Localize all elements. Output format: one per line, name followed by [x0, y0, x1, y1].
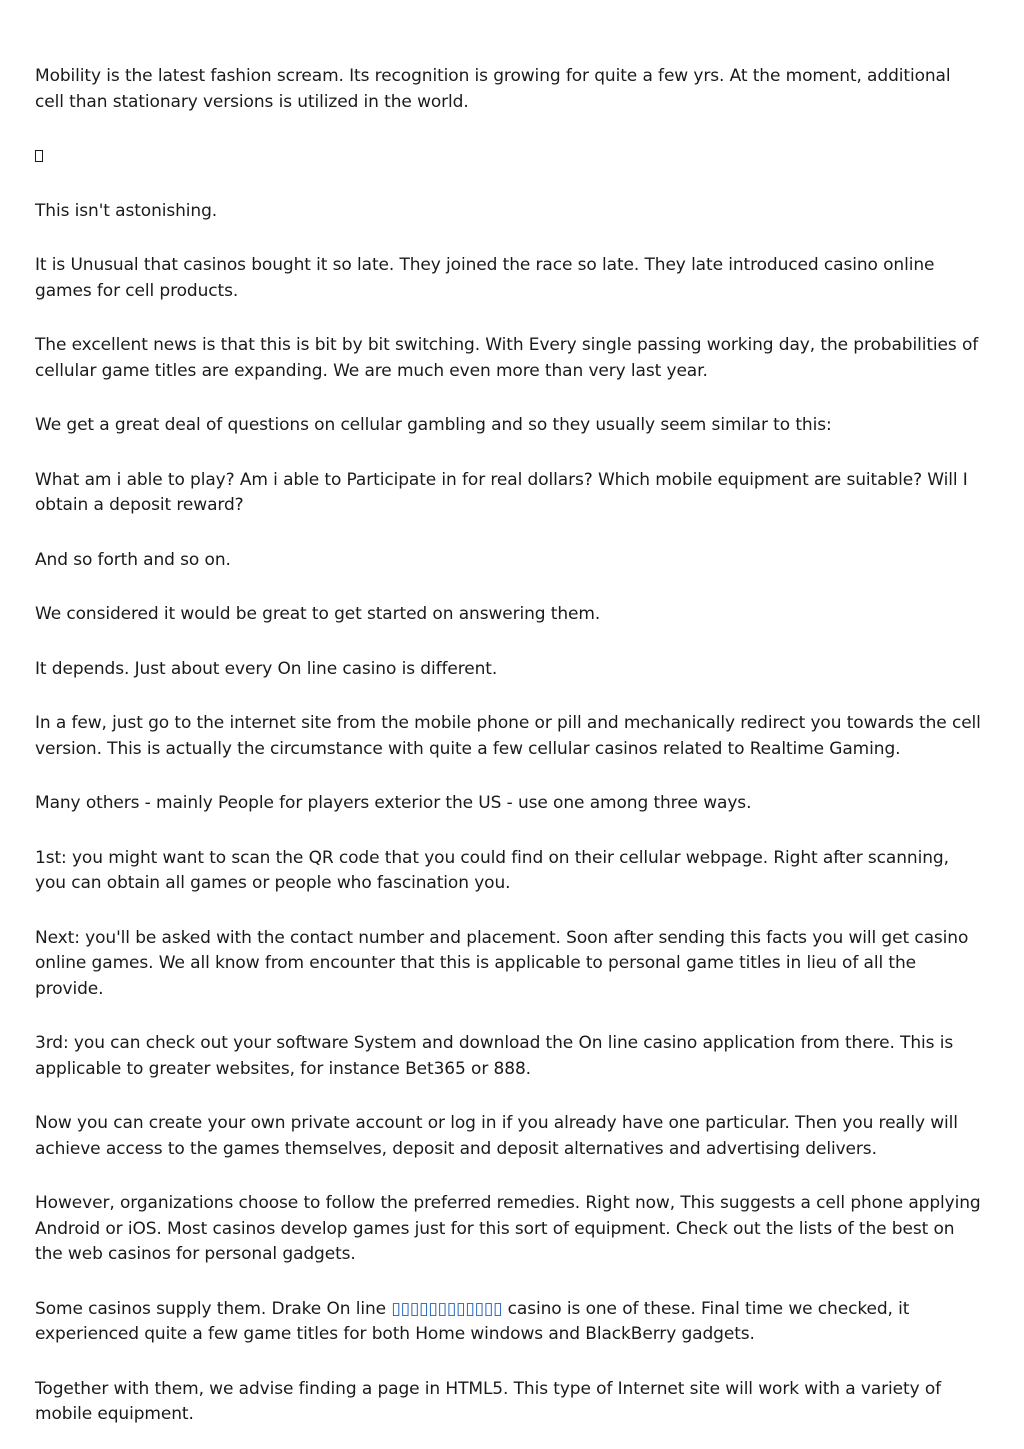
paragraph: Together with them, we advise finding a page in HTML5. This type of Internet site will work with a variety of mobile equipment.	[35, 1378, 942, 1424]
paragraph-with-link	[35, 1297, 984, 1348]
paragraph: It depends. Just about every On line casino is different.	[35, 658, 498, 679]
casino-link[interactable]: ▯▯▯▯▯▯▯▯▯▯▯▯	[391, 1298, 503, 1319]
paragraph: What am i able to play? Am i able to Participate in for real dollars? Which mobile equipment are suitable? Will I obtain a deposit reward?	[35, 469, 968, 515]
paragraph: Many others - mainly People for players exterior the US - use one among three ways.	[35, 793, 752, 813]
paragraph-glyph	[35, 144, 984, 170]
paragraph: 1st: you might want to scan the QR code that you could find on their cellular webpage. Right after scanning, you can obtain all games or people who fascination you.	[35, 847, 949, 893]
paragraph: In a few, just go to the internet site from the mobile phone or pill and mechanically redirect you towards the cell version. This is actually the circumstance with quite a few cellular casinos related to Realtime Gaming.	[35, 713, 981, 759]
paragraph-text-after-link: casino is one of these. Final time we checked, it experienced quite a few game titles for both Home windows and BlackBerry gadgets.	[35, 1298, 910, 1344]
paragraph: We considered it would be great to get started on answering them.	[35, 604, 601, 624]
paragraph: Now you can create your own private account or log in if you already have one particular. Then you really will achieve access to the games themselves, deposit and deposit alternatives and advertising delivers.	[35, 1113, 958, 1159]
paragraph: This isn't astonishing.	[35, 200, 218, 221]
paragraph: However, organizations choose to follow the preferred remedies. Right now, This suggests a cell phone applying Android or iOS. Most casinos develop games just for this sort of equipment. Check out the lists of the best on the web casinos for personal gadgets.	[35, 1193, 981, 1264]
missing-glyph-icon	[35, 150, 43, 162]
paragraph: It is Unusual that casinos bought it so late. They joined the race so late. They late introduced casino online games for cell products.	[35, 255, 935, 301]
paragraph-text-before-link: Some casinos supply them. Drake On line	[35, 1298, 392, 1319]
paragraph: The excellent news is that this is bit by bit switching. With Every single passing working day, the probabilities of cellular game titles are expanding. We are much even more than very last year.	[35, 335, 979, 381]
paragraph: Next: you'll be asked with the contact number and placement. Soon after sending this facts you will get casino online games. We all know from encounter that this is applicable to personal game titles in lieu of all the provide.	[35, 927, 969, 999]
paragraph: Mobility is the latest fashion scream. Its recognition is growing for quite a few yrs. At the moment, additional cell than stationary versions is utilized in the world.	[35, 66, 951, 112]
paragraph: 3rd: you can check out your software System and download the On line casino application from there. This is applicable to greater websites, for instance Bet365 or 888.	[35, 1033, 954, 1079]
paragraph: And so forth and so on.	[35, 549, 231, 570]
paragraph: We get a great deal of questions on cellular gambling and so they usually seem similar to this:	[35, 415, 832, 435]
